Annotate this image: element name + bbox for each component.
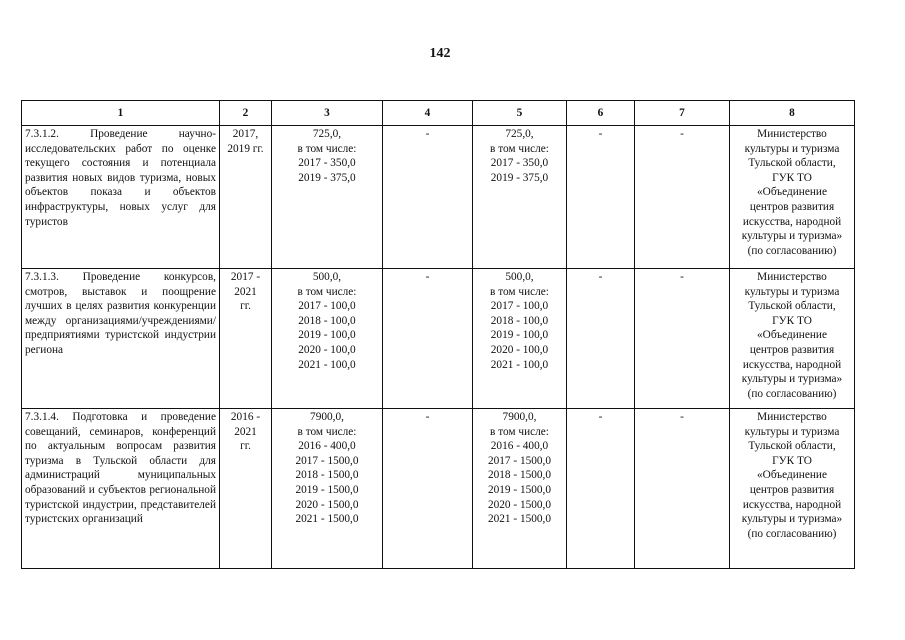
cell-line: 725,0, — [312, 128, 342, 140]
col6-cell: - — [567, 269, 635, 409]
cell-line: гг. — [240, 440, 251, 453]
cell-line: культуры и туризма — [744, 142, 840, 155]
cell-line: культуры и туризма» — [741, 513, 843, 526]
column-header: 4 — [383, 101, 473, 126]
cell-line: 7900,0, — [502, 411, 537, 423]
column-header: 1 — [22, 101, 220, 126]
cell-line: (по согласованию) — [747, 244, 837, 257]
cell-line: 2020 - 100,0 — [490, 343, 549, 356]
cell-line: 2018 - 1500,0 — [487, 469, 552, 482]
column-header: 3 — [272, 101, 383, 126]
cell-line: культуры и туризма — [744, 285, 840, 298]
cell-line: в том числе: — [297, 142, 357, 155]
col6-cell: - — [567, 126, 635, 269]
cell-line: 2017 - 100,0 — [490, 300, 549, 313]
cell-line: в том числе: — [490, 142, 549, 155]
cell-line: 2016 - 400,0 — [298, 440, 356, 453]
cell-line: 2019 гг. — [227, 142, 264, 155]
col4-cell: - — [383, 409, 473, 569]
period-cell — [220, 409, 272, 569]
column-header: 2 — [220, 101, 272, 126]
total-funding-cell — [272, 269, 383, 409]
cell-line: 2017 - 1500,0 — [487, 454, 552, 467]
activity-description: 7.3.1.2. Проведение научно-исследовательских работ по оценке текущего состояния и потенциала развития новых видов туризма, новых объектов показа и объектов инфраструктуры, новых услуг для туристов — [22, 126, 220, 269]
cell-line: 2019 - 100,0 — [298, 329, 356, 342]
cell-line: Тульской области, — [748, 157, 836, 170]
column-header: 8 — [730, 101, 855, 126]
cell-line: 2019 - 1500,0 — [487, 483, 552, 496]
cell-line: центров развития — [749, 343, 835, 356]
cell-line: 2019 - 1500,0 — [295, 483, 359, 496]
column-header: 6 — [567, 101, 635, 126]
cell-line: ГУК ТО — [772, 454, 812, 467]
cell-line: 2021 - 100,0 — [298, 358, 356, 371]
col7-cell: - — [635, 126, 730, 269]
cell-line: 2020 - 100,0 — [298, 343, 356, 356]
cell-line: ГУК ТО — [772, 171, 812, 184]
cell-line: культуры и туризма» — [741, 373, 843, 386]
cell-line: искусства, народной — [742, 358, 842, 371]
col4-cell: - — [383, 269, 473, 409]
cell-line: Тульской области, — [748, 440, 836, 453]
cell-line: 2021 - 1500,0 — [487, 513, 552, 526]
cell-line: 2021 - 1500,0 — [295, 513, 359, 526]
table-row — [22, 409, 855, 569]
cell-line: «Объединение — [757, 329, 827, 342]
col7-cell: - — [635, 269, 730, 409]
cell-line: 2017 - 100,0 — [298, 300, 356, 313]
period-cell — [220, 269, 272, 409]
total-funding-cell — [272, 409, 383, 569]
cell-line: «Объединение — [757, 469, 827, 482]
cell-line: Министерство — [757, 271, 827, 283]
cell-line: 2017 - 350,0 — [490, 157, 549, 170]
cell-line: 2016 - 2021 — [230, 411, 261, 438]
cell-line: 2016 - 400,0 — [490, 440, 549, 453]
col7-cell: - — [635, 409, 730, 569]
cell-line: культуры и туризма» — [741, 230, 843, 243]
col4-cell: - — [383, 126, 473, 269]
cell-line: в том числе: — [297, 285, 357, 298]
cell-line: Министерство — [757, 128, 827, 140]
cell-line: 2017, — [232, 128, 259, 140]
cell-line: 725,0, — [505, 128, 534, 140]
cell-line: 2019 - 375,0 — [298, 171, 356, 184]
total-funding-cell — [272, 126, 383, 269]
cell-line: 2017 - 2021 — [230, 271, 261, 298]
cell-line: 2020 - 1500,0 — [295, 498, 359, 511]
cell-line: в том числе: — [297, 425, 357, 438]
executor-cell — [730, 409, 855, 569]
col5-funding-cell — [473, 269, 567, 409]
activity-description: 7.3.1.3. Проведение конкурсов, смотров, выставок и поощрение лучших в целях развития конкуренции между организациями/учреждениями/ предприятиями туристской индустрии региона — [22, 269, 220, 409]
cell-line: 2017 - 1500,0 — [295, 454, 359, 467]
cell-line: центров развития — [749, 483, 835, 496]
cell-line: в том числе: — [490, 425, 549, 438]
col5-funding-cell — [473, 126, 567, 269]
cell-line: 2018 - 1500,0 — [295, 469, 359, 482]
cell-line: в том числе: — [490, 285, 549, 298]
cell-line: 500,0, — [312, 271, 342, 283]
activity-description: 7.3.1.4. Подготовка и проведение совещаний, семинаров, конференций по актуальным вопросам развития туризма в Тульской области для администраций муниципальных образований и субъектов региональной туристской индустрии, представителей туристских организаций — [22, 409, 220, 569]
cell-line: 2019 - 375,0 — [490, 171, 549, 184]
cell-line: 2018 - 100,0 — [490, 314, 549, 327]
col5-funding-cell — [473, 409, 567, 569]
plan-table — [21, 100, 855, 569]
cell-line: гг. — [240, 300, 251, 313]
cell-line: 2018 - 100,0 — [298, 314, 356, 327]
cell-line: 500,0, — [505, 271, 534, 283]
executor-cell — [730, 126, 855, 269]
column-header: 7 — [635, 101, 730, 126]
cell-line: «Объединение — [757, 186, 827, 199]
table-row — [22, 269, 855, 409]
cell-line: 2017 - 350,0 — [298, 157, 356, 170]
cell-line: центров развития — [749, 200, 835, 213]
cell-line: 2019 - 100,0 — [490, 329, 549, 342]
column-header: 5 — [473, 101, 567, 126]
cell-line: (по согласованию) — [747, 527, 837, 540]
cell-line: ГУК ТО — [772, 314, 812, 327]
cell-line: культуры и туризма — [744, 425, 840, 438]
cell-line: искусства, народной — [742, 498, 842, 511]
cell-line: 2021 - 100,0 — [490, 358, 549, 371]
header-row — [22, 101, 855, 126]
cell-line: (по согласованию) — [747, 387, 837, 400]
executor-cell — [730, 269, 855, 409]
cell-line: 2020 - 1500,0 — [487, 498, 552, 511]
cell-line: искусства, народной — [742, 215, 842, 228]
period-cell — [220, 126, 272, 269]
col6-cell: - — [567, 409, 635, 569]
cell-line: Тульской области, — [748, 300, 836, 313]
page-number: 142 — [429, 46, 451, 61]
table-row — [22, 126, 855, 269]
cell-line: 7900,0, — [310, 411, 344, 423]
cell-line: Министерство — [757, 411, 827, 423]
